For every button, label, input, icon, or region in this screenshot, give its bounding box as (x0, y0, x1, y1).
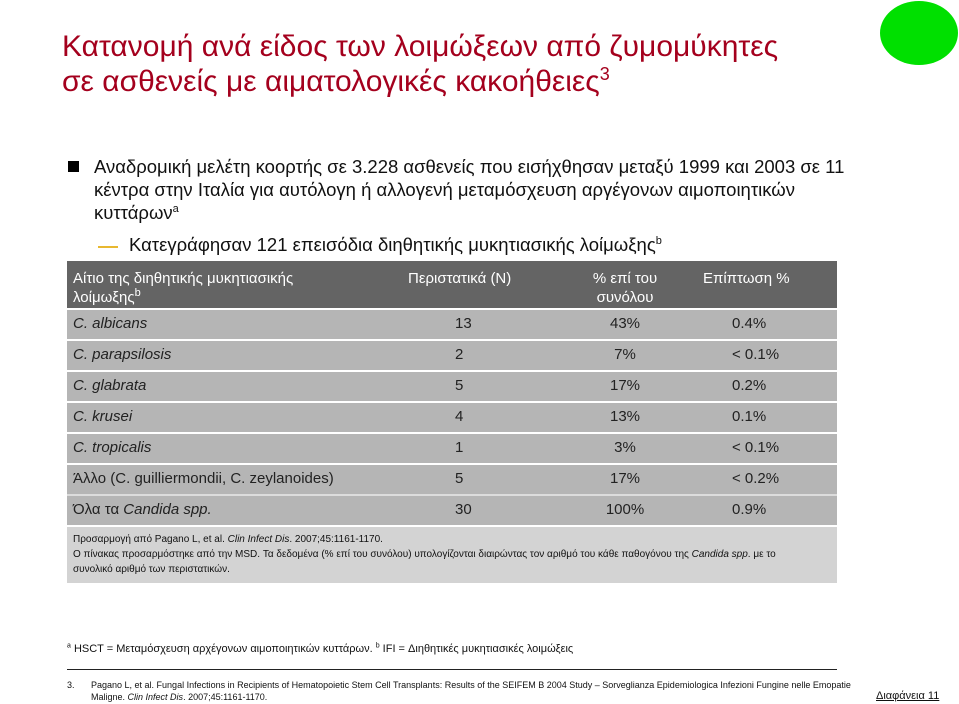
table-header (67, 261, 837, 308)
table-row (67, 463, 837, 494)
dash-bullet-icon (98, 246, 118, 248)
table-row (67, 370, 837, 401)
slide-title (62, 29, 892, 99)
cell-cause: C. tropicalis (73, 439, 152, 456)
cell-cause: C. glabrata (73, 377, 147, 394)
cell-cases: 1 (455, 439, 464, 456)
cell-cases: 4 (455, 408, 464, 425)
cell-incidence: < 0.2% (732, 470, 780, 487)
cell-cases: 5 (455, 470, 464, 487)
footnote-adaptation: Ο πίνακας προσαρμόστηκε από την MSD. Τα δεδομένα (% επί του συνόλου) υπολογίζονται διαιρώντας τον αριθμό του κάθε παθογόνου της Candida spp. με το (73, 549, 776, 560)
cell-percent: 17% (609, 470, 641, 487)
cell-percent-total: 100% (605, 501, 645, 518)
abbreviations: $^a$ HSCT = Μεταμόσχευση αρχέγονων αιμοποιητικών κυττάρων. $^b$ IFI = Διηθητικές μυκητιασικές λοιμώξεις (67, 642, 574, 655)
title-superscript: 3 (599, 64, 610, 84)
cell-percent: 17% (609, 377, 641, 394)
divider (67, 669, 837, 670)
footnote-adaptation-cont: συνολικό αριθμό των περιστατικών. (73, 564, 230, 575)
cell-cause-total: Όλα τα Candida spp. (73, 501, 212, 518)
table-row (67, 432, 837, 463)
slide-number: Διαφάνεια 11 (876, 690, 940, 702)
header-percent: % επί του συνόλου (592, 270, 658, 306)
cell-cases-total: 30 (455, 501, 472, 518)
title-line-1: Κατανομή ανά είδος των λοιμώξεων από ζυμομύκητες (62, 30, 779, 63)
sub-bullet-text: Κατεγράφησαν 121 επεισόδια διηθητικής μυκητιασικής λοίμωξης$^b$ (129, 234, 662, 255)
title-line-2: σε ασθενείς με αιματολογικές κακοήθειες (62, 65, 600, 98)
reference-text: Pagano L, et al. Fungal Infections in Recipients of Hematopoietic Stem Cell Transplants: Results of the SEIFEM B 2004 Study – Sorveglianza Epidemiologica Infezioni Fungine nelle Emopatie Maligne. Clin Infect Dis. 2007;45:1161-1170. (91, 680, 851, 702)
header-cases: Περιστατικά (N) (408, 270, 512, 287)
square-bullet-icon (68, 161, 79, 172)
reference-number: 3. (67, 680, 75, 690)
cell-incidence: 0.1% (732, 408, 767, 425)
cell-incidence: < 0.1% (732, 439, 780, 456)
table-row (67, 401, 837, 432)
bullet-text: Αναδρομική μελέτη κοορτής σε 3.228 ασθενείς που εισήχθησαν μεταξύ 1999 και 2003 σε 11 κέντρα στην Ιταλία για αυτόλογη ή αλλογενή μεταμόσχευση αργέγονων αιμοποιητικών κυττάρων$^a$ (94, 156, 845, 223)
cell-percent: 13% (609, 408, 641, 425)
cell-cause: C. albicans (73, 315, 148, 332)
data-table (67, 261, 837, 583)
table-footnotes (67, 525, 837, 583)
cell-percent: 43% (609, 315, 641, 332)
table-row (67, 339, 837, 370)
cell-cases: 2 (455, 346, 464, 363)
header-cause: Αίτιο της διηθητικής μυκητιασικής λοίμωξης$^b$ (73, 270, 294, 306)
cell-cause: C. parapsilosis (73, 346, 172, 363)
table-total-row (67, 494, 837, 525)
cell-cases: 5 (455, 377, 464, 394)
table-row (67, 308, 837, 339)
cell-percent: 3% (614, 439, 636, 456)
footnote-source: Προσαρμογή από Pagano L, et al. Clin Infect Dis. 2007;45:1161-1170. (73, 534, 383, 545)
cell-percent: 7% (614, 346, 636, 363)
cell-incidence: < 0.1% (732, 346, 780, 363)
cell-cases: 13 (455, 315, 472, 332)
green-circle-marker (880, 1, 958, 65)
header-incidence: Επίπτωση % (703, 270, 790, 287)
cell-cause: C. krusei (73, 408, 133, 425)
cell-incidence: 0.4% (732, 315, 767, 332)
cell-incidence: 0.2% (732, 377, 767, 394)
cell-incidence-total: 0.9% (732, 501, 767, 518)
cell-cause: Άλλο (C. guilliermondii, C. zeylanoides) (73, 470, 334, 487)
